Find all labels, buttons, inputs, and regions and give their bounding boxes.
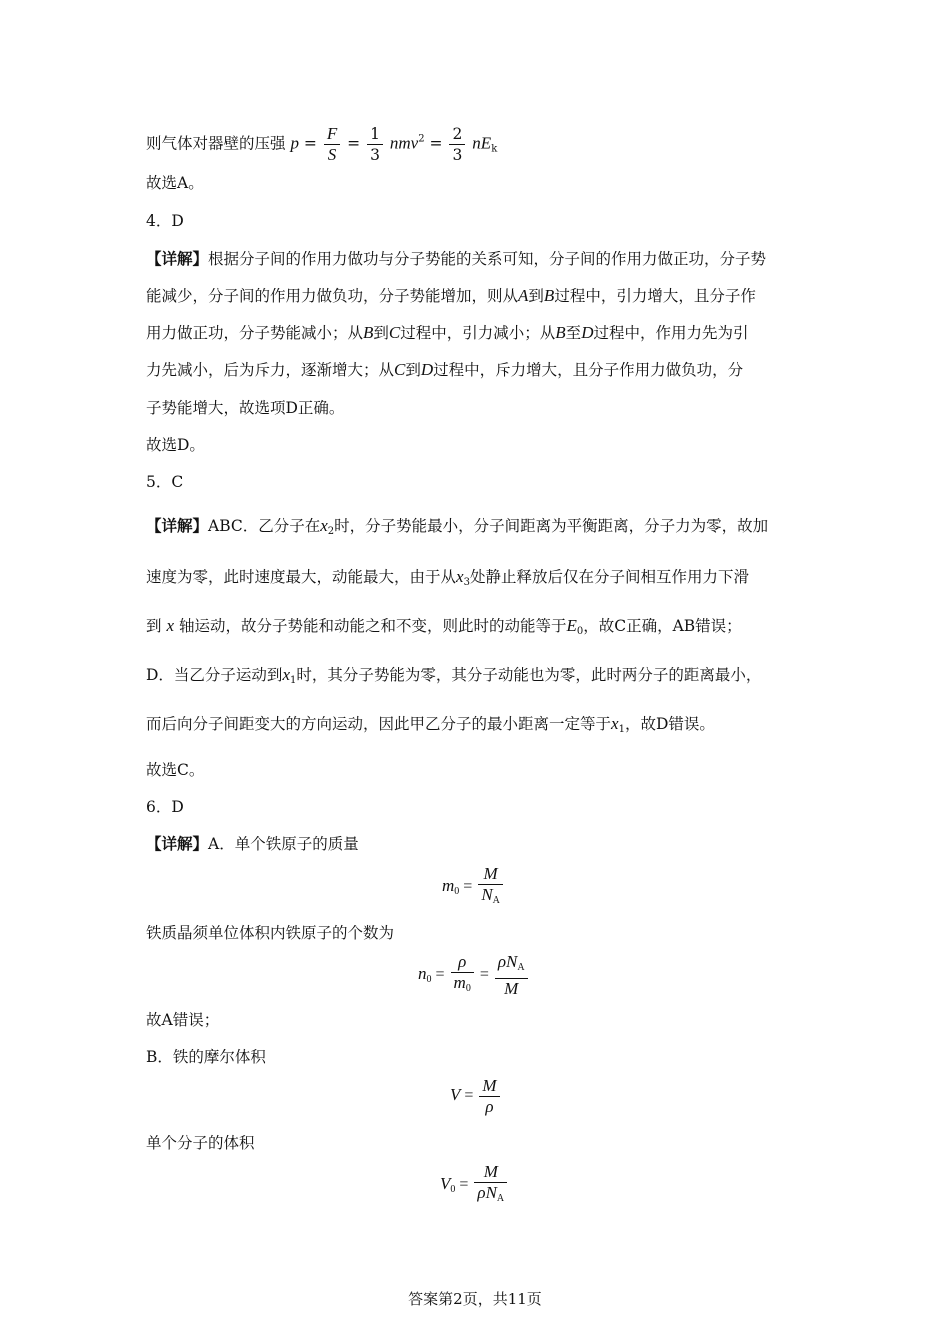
question-6-answer: 6．D <box>146 798 184 816</box>
answer-choice-a: 故选A。 <box>146 174 204 192</box>
detail-q5-line1: 【详解】ABC．乙分子在$x_2$时，分子势能最小，分子间距离为平衡距离，分子力为零，故加 <box>146 516 769 537</box>
detail-q5-line2: 速度为零，此时速度最大，动能最大，由于从$x_3$处静止释放后仅在分子间相互作用力下滑 <box>146 567 749 588</box>
answer-choice-c: 故选C。 <box>146 761 205 779</box>
equation-atom-count: $n_0$ = $\frac{\rho}{m_0}$ = $\frac{\rho N_A}{M}$ <box>418 952 530 999</box>
detail-q5-line5: 而后向分子间距变大的方向运动，因此甲乙分子的最小距离一定等于$x_1$，故D错误。 <box>146 714 715 735</box>
fraction-F-over-S: $\frac{F}{S}$ <box>324 124 340 165</box>
question-5-answer: 5．C <box>146 473 184 491</box>
detail-tag: 【详解】 <box>146 834 209 853</box>
equation-molecule-volume: $V_0$ = $\frac{M}{\rho N_A}$ <box>440 1162 509 1209</box>
detail-q5-line4: D．当乙分子运动到$x_1$时，其分子势能为零，其分子动能也为零，此时两分子的距离最小， <box>146 665 762 686</box>
a-wrong-text: 故A错误； <box>146 1011 220 1029</box>
term-nE: nE <box>472 133 492 153</box>
detail-q4-line5: 子势能增大，故选项D正确。 <box>146 399 345 417</box>
subscript-k: k <box>491 143 498 155</box>
pressure-formula-line <box>146 124 497 165</box>
detail-q4-line1: 【详解】根据分子间的作用力做功与分子势能的关系可知，分子间的作用力做正功，分子势 <box>146 249 767 268</box>
equation-molar-volume: V = $\frac{M}{\rho}$ <box>450 1076 502 1117</box>
detail-q5-line3: 到 x 轴运动，故分子势能和动能之和不变，则此时的动能等于$E_0$，故C正确，AB错误； <box>146 616 742 637</box>
detail-q6-line1: 【详解】A．单个铁原子的质量 <box>146 834 359 853</box>
molar-volume-text: B．铁的摩尔体积 <box>146 1048 266 1066</box>
detail-tag: 【详解】 <box>146 516 209 535</box>
answer-choice-d: 故选D。 <box>146 436 205 454</box>
detail-q4-line2: 能减少，分子间的作用力做负功，分子势能增加，则从A到B过程中，引力增大，且分子作 <box>146 286 756 305</box>
fraction-one-third: $\frac{1}{3}$ <box>367 124 383 165</box>
iron-count-text: 铁质晶须单位体积内铁原子的个数为 <box>146 924 395 942</box>
fraction-two-thirds: $\frac{2}{3}$ <box>449 124 465 165</box>
superscript-2: 2 <box>418 133 425 145</box>
page-footer: 答案第2页，共11页 <box>408 1290 542 1308</box>
question-4-answer: 4．D <box>146 212 184 230</box>
detail-q4-line4: 力先减小，后为斥力，逐渐增大；从C到D过程中，斥力增大，且分子作用力做负功，分 <box>146 360 744 379</box>
term-nmv: nmv <box>389 133 419 153</box>
pressure-intro-text: 则气体对器壁的压强 <box>146 134 286 153</box>
eq-sign: = <box>303 134 317 153</box>
equation-atom-mass: $m_0$ = $\frac{M}{N_A}$ <box>442 864 505 911</box>
detail-tag: 【详解】 <box>146 249 209 268</box>
molecule-volume-text: 单个分子的体积 <box>146 1134 255 1152</box>
detail-q4-line3: 用力做正功，分子势能减小；从B到C过程中，引力减小；从B至D过程中，作用力先为引 <box>146 323 749 342</box>
eq-sign: = <box>347 134 361 153</box>
var-p: p <box>290 133 299 153</box>
eq-sign: = <box>429 134 443 153</box>
